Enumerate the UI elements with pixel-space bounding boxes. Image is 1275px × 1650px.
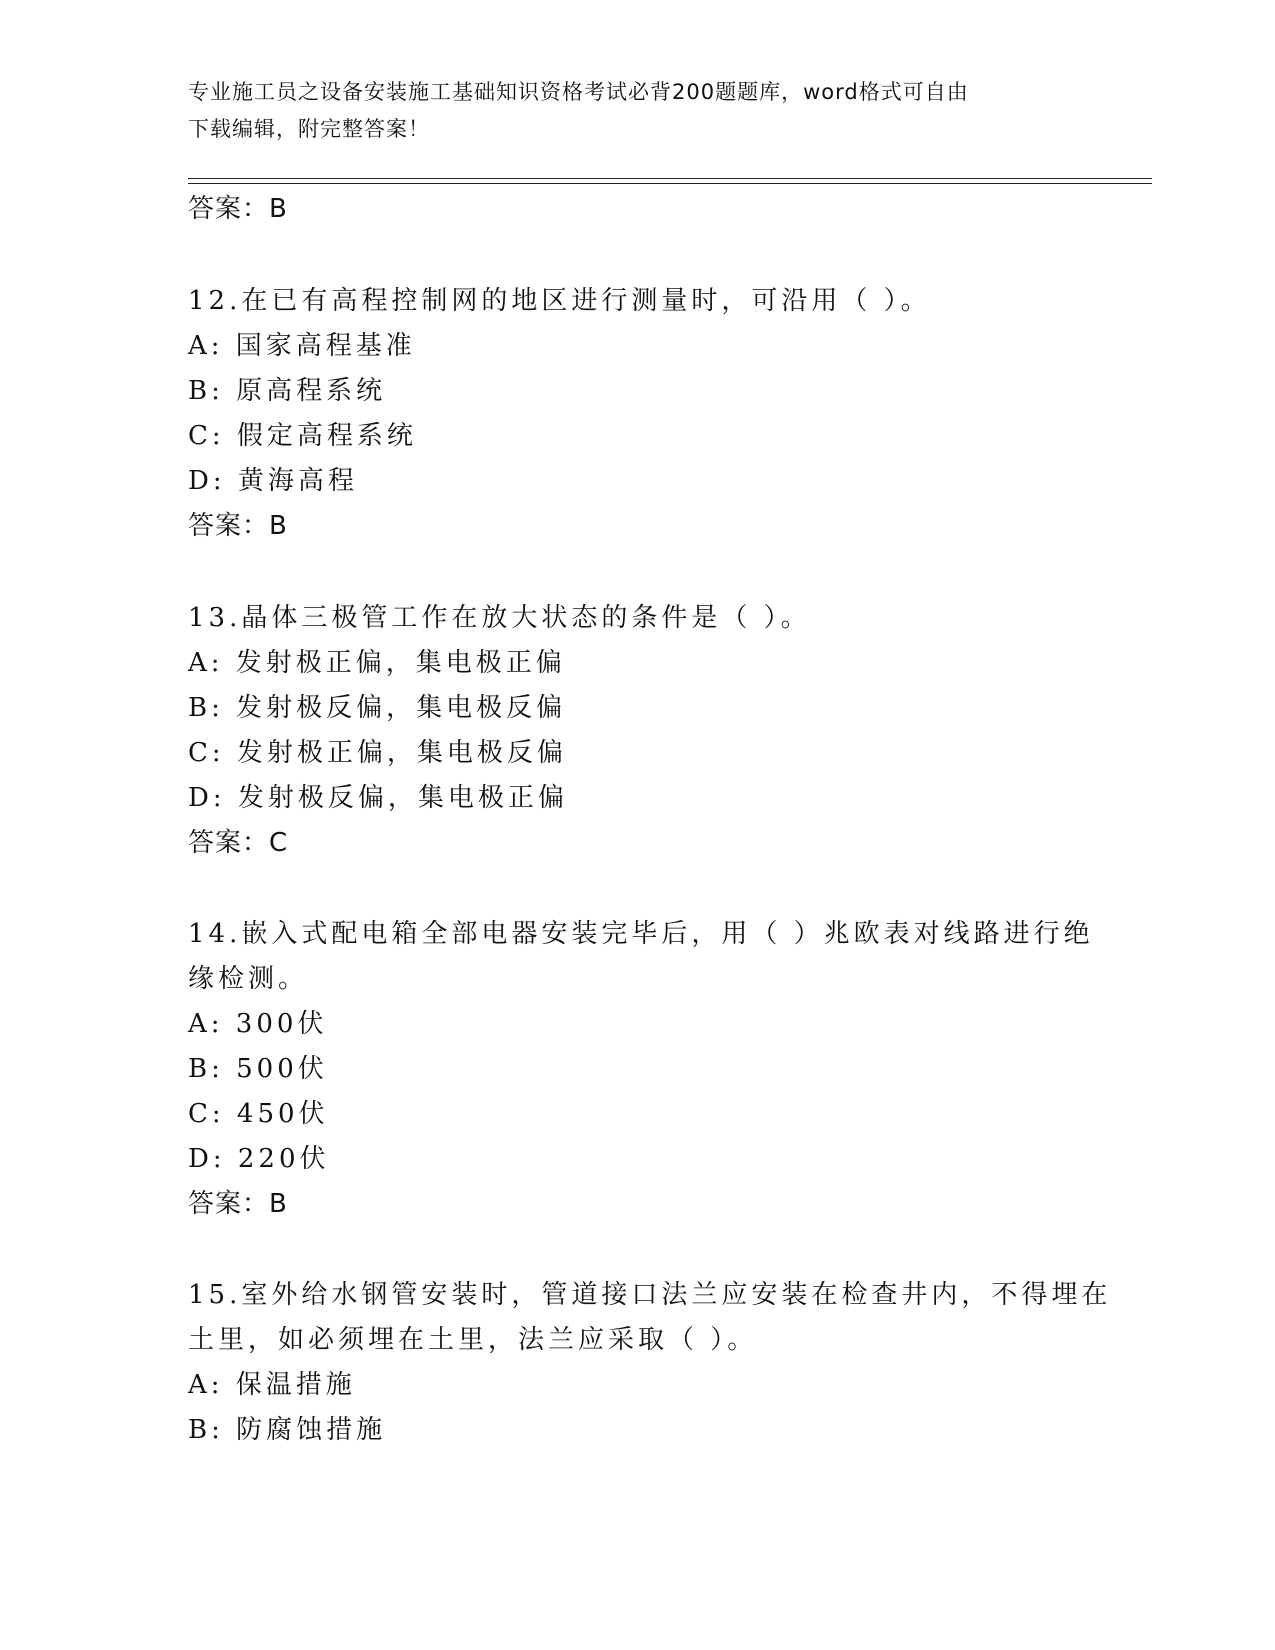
option-b: B: 防腐蚀措施 <box>188 1415 387 1445</box>
option-a: A: 300伏 <box>188 1009 328 1039</box>
answer: 答案：B <box>188 511 288 541</box>
option-c: C: 发射极正偏，集电极反偏 <box>188 738 567 768</box>
option-a: A: 国家高程基准 <box>188 331 416 361</box>
question-stem: 13.晶体三极管工作在放大状态的条件是（ ）。 <box>188 603 811 633</box>
answer: 答案：B <box>188 1189 288 1219</box>
option-b: B: 发射极反偏，集电极反偏 <box>188 693 567 723</box>
option-d: D: 黄海高程 <box>188 466 358 496</box>
question-stem-continued: 土里，如必须埋在土里，法兰应采取（ ）。 <box>188 1325 758 1355</box>
header-divider-top <box>188 178 1152 179</box>
option-a: A: 发射极正偏，集电极正偏 <box>188 648 566 678</box>
question-stem: 12.在已有高程控制网的地区进行测量时，可沿用（ ）。 <box>188 286 931 316</box>
option-b: B: 500伏 <box>188 1054 328 1084</box>
option-d: D: 发射极反偏，集电极正偏 <box>188 783 568 813</box>
option-c: C: 假定高程系统 <box>188 421 417 451</box>
previous-answer: 答案：B <box>188 194 288 224</box>
option-c: C: 450伏 <box>188 1099 329 1129</box>
option-a: A: 保温措施 <box>188 1370 356 1400</box>
header-divider-bottom <box>188 183 1152 184</box>
header-line-2: 下载编辑，附完整答案！ <box>188 117 430 141</box>
question-stem-continued: 缘检测。 <box>188 964 309 994</box>
question-stem: 15.室外给水钢管安装时，管道接口法兰应安装在检查井内，不得埋在 <box>188 1280 1112 1310</box>
option-d: D: 220伏 <box>188 1144 330 1174</box>
answer: 答案：C <box>188 828 289 858</box>
question-stem: 14.嵌入式配电箱全部电器安装完毕后，用（ ）兆欧表对线路进行绝 <box>188 919 1094 949</box>
header-line-1: 专业施工员之设备安装施工基础知识资格考试必背200题题库，word格式可自由 <box>188 80 969 104</box>
document-header <box>188 74 1088 148</box>
option-b: B: 原高程系统 <box>188 376 387 406</box>
